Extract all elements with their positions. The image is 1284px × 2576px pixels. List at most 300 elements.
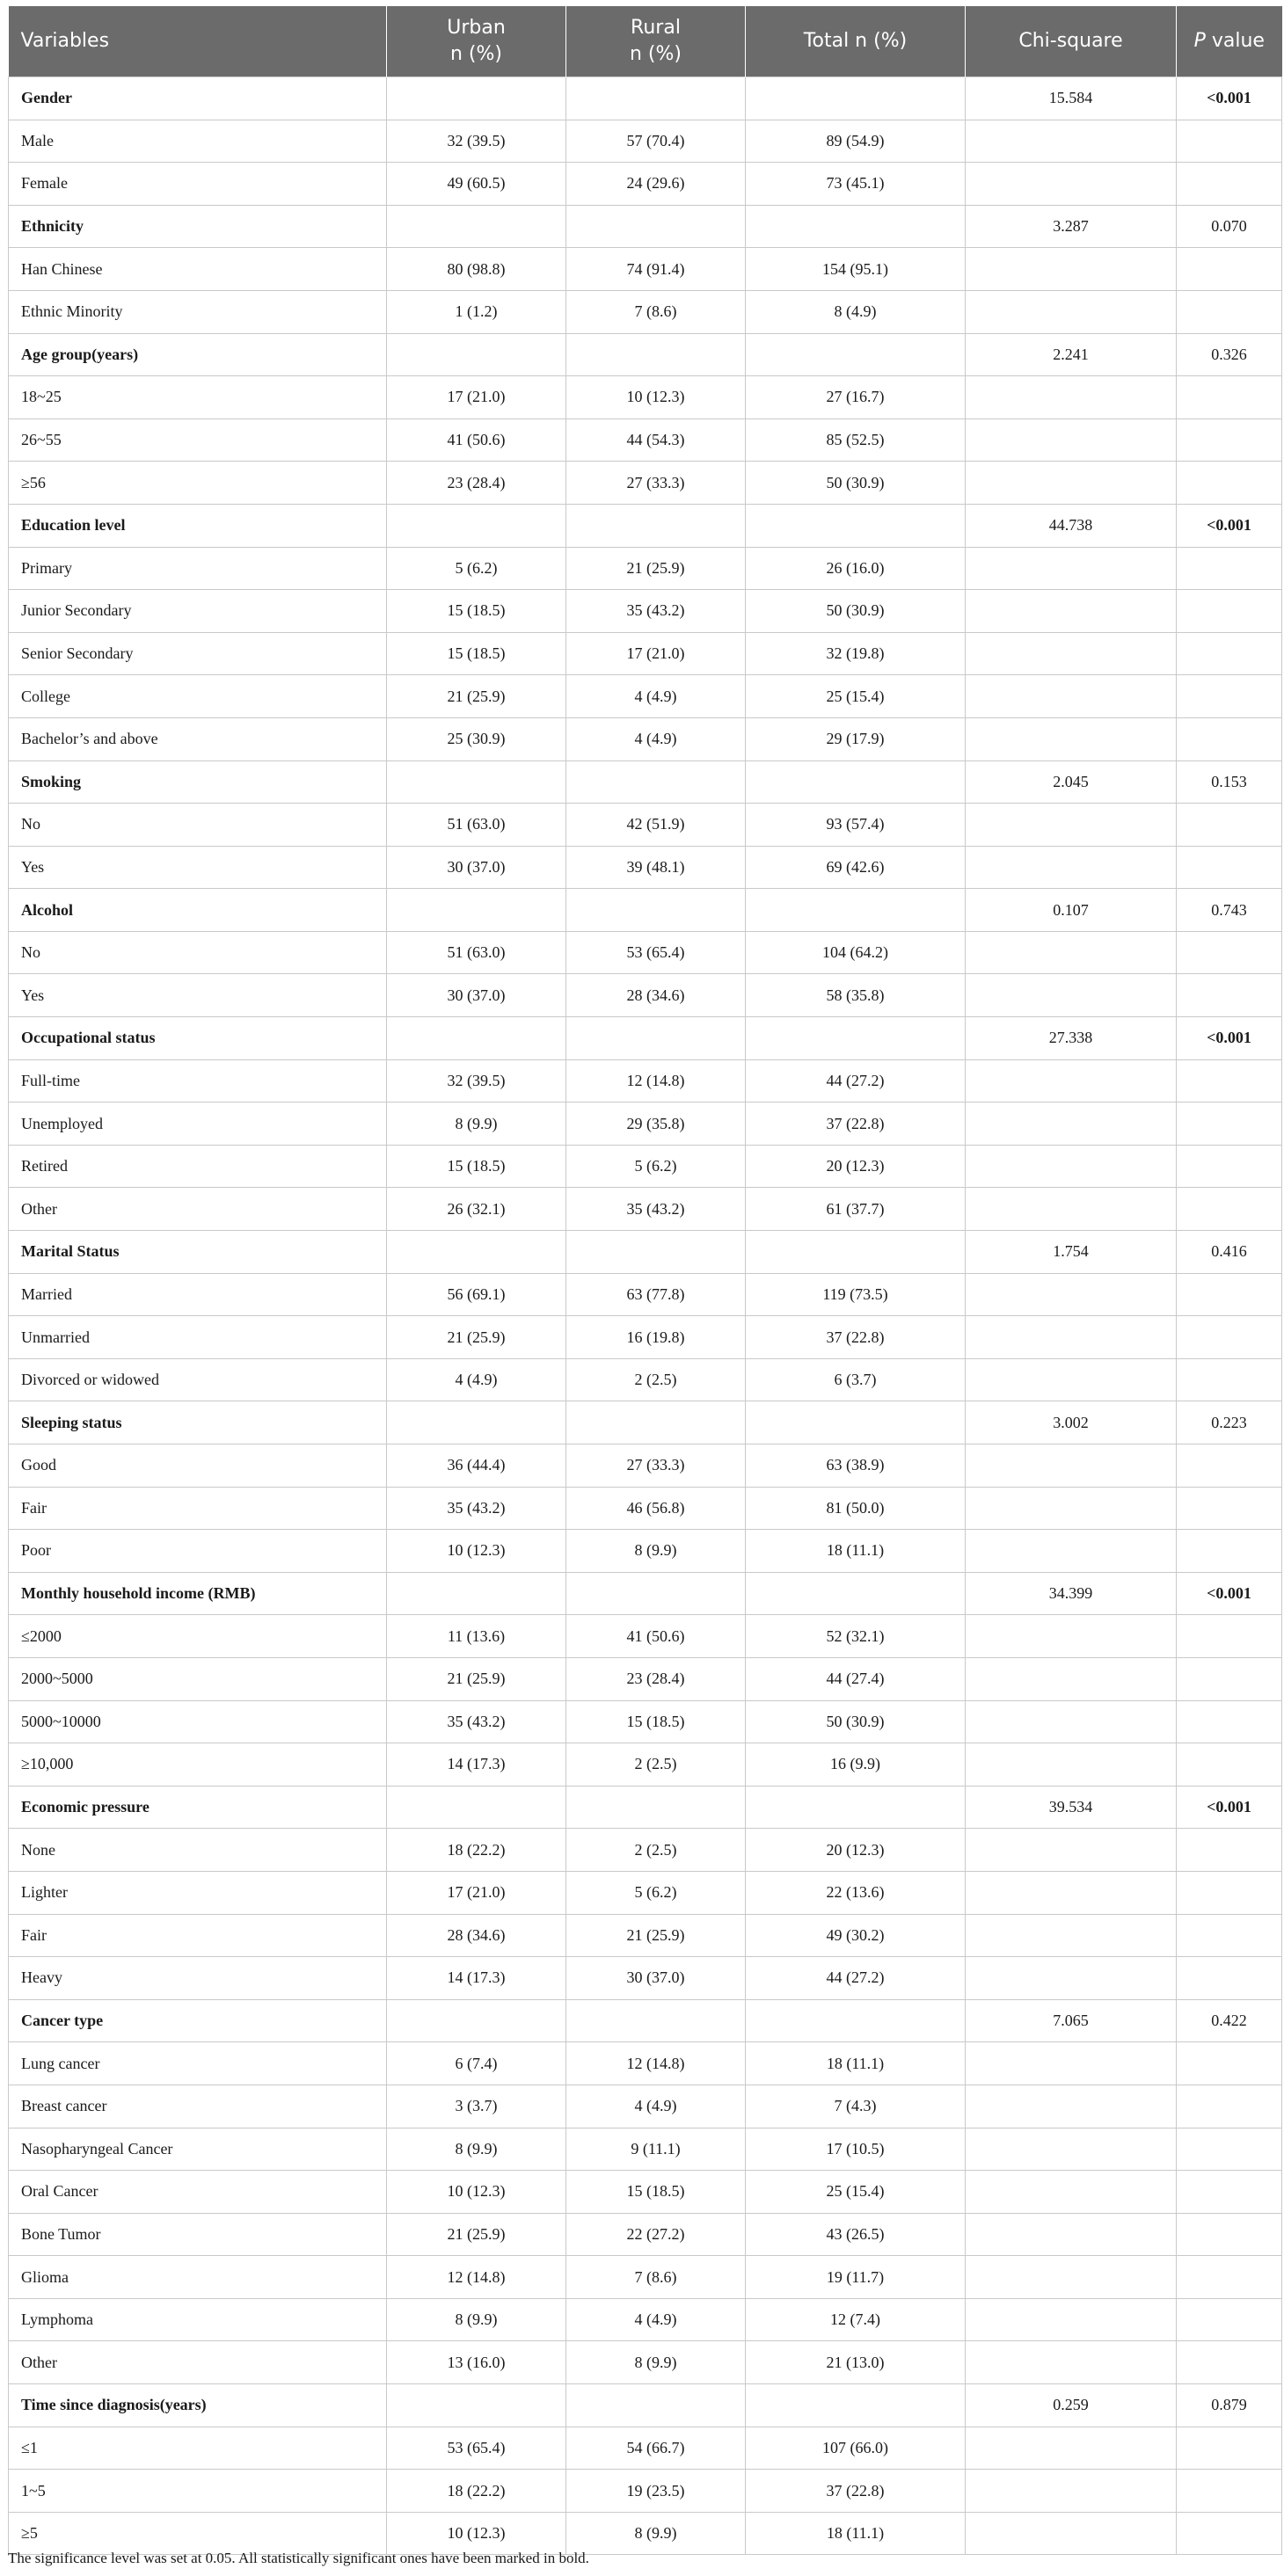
cell-p-value [1177, 1102, 1282, 1146]
cell-chi-square [966, 2085, 1177, 2128]
cell-total: 18 (11.1) [746, 2042, 966, 2085]
cell-p-value: <0.001 [1177, 504, 1282, 547]
cell-chi-square [966, 547, 1177, 590]
cell-urban: 25 (30.9) [387, 717, 566, 760]
cell-variable: Gender [9, 77, 387, 120]
cell-variable: Monthly household income (RMB) [9, 1572, 387, 1615]
cell-variable: Heavy [9, 1957, 387, 2000]
cell-variable: Economic pressure [9, 1786, 387, 1829]
cell-p-value [1177, 1530, 1282, 1573]
cell-chi-square [966, 2341, 1177, 2384]
cell-p-value: <0.001 [1177, 1017, 1282, 1060]
cell-p-value [1177, 1188, 1282, 1231]
header-p-rest: value [1205, 30, 1265, 52]
cell-total: 26 (16.0) [746, 547, 966, 590]
cell-total: 73 (45.1) [746, 163, 966, 206]
cell-chi-square [966, 290, 1177, 333]
table-row [9, 1102, 1282, 1146]
table-group-row [9, 1401, 1282, 1444]
table-row [9, 2470, 1282, 2513]
cell-total [746, 889, 966, 932]
table-row [9, 1914, 1282, 1957]
cell-chi-square [966, 2256, 1177, 2299]
cell-total: 37 (22.8) [746, 1102, 966, 1146]
table-row [9, 1957, 1282, 2000]
cell-p-value [1177, 2128, 1282, 2171]
cell-variable: None [9, 1829, 387, 1872]
cell-rural [566, 1231, 746, 1274]
cell-variable: Married [9, 1273, 387, 1316]
cell-chi-square [966, 1145, 1177, 1188]
cell-total [746, 1786, 966, 1829]
cell-rural: 9 (11.1) [566, 2128, 746, 2171]
cell-total: 44 (27.2) [746, 1059, 966, 1102]
cell-rural: 4 (4.9) [566, 675, 746, 718]
cell-variable: Poor [9, 1530, 387, 1573]
cell-chi-square: 7.065 [966, 1999, 1177, 2042]
header-variables-label: Variables [20, 30, 110, 52]
header-chi-square [966, 6, 1177, 77]
cell-variable: Unemployed [9, 1102, 387, 1146]
cell-total: 58 (35.8) [746, 974, 966, 1017]
table-row [9, 2298, 1282, 2341]
cell-p-value: 0.223 [1177, 1401, 1282, 1444]
cell-p-value [1177, 590, 1282, 633]
cell-variable: Lymphoma [9, 2298, 387, 2341]
cell-rural [566, 77, 746, 120]
cell-urban [387, 1231, 566, 1274]
cell-p-value: 0.879 [1177, 2384, 1282, 2427]
header-total [746, 6, 966, 77]
cell-rural [566, 333, 746, 376]
cell-p-value [1177, 462, 1282, 505]
cell-total: 12 (7.4) [746, 2298, 966, 2341]
cell-total: 69 (42.6) [746, 846, 966, 889]
cell-rural [566, 504, 746, 547]
cell-p-value [1177, 1273, 1282, 1316]
cell-chi-square: 1.754 [966, 1231, 1177, 1274]
table-container [8, 6, 1281, 2555]
table-row [9, 717, 1282, 760]
cell-urban: 35 (43.2) [387, 1700, 566, 1743]
cell-total: 50 (30.9) [746, 1700, 966, 1743]
cell-variable: Junior Secondary [9, 590, 387, 633]
table-row [9, 804, 1282, 847]
data-table [8, 6, 1282, 2555]
cell-rural: 8 (9.9) [566, 2341, 746, 2384]
cell-variable: Marital Status [9, 1231, 387, 1274]
cell-p-value [1177, 1487, 1282, 1530]
cell-variable: Ethnicity [9, 205, 387, 248]
cell-variable: ≥10,000 [9, 1743, 387, 1786]
cell-total: 50 (30.9) [746, 462, 966, 505]
table-row [9, 1829, 1282, 1872]
cell-rural: 17 (21.0) [566, 632, 746, 675]
table-group-row [9, 889, 1282, 932]
cell-p-value [1177, 376, 1282, 419]
cell-rural [566, 1999, 746, 2042]
table-row [9, 290, 1282, 333]
cell-urban [387, 889, 566, 932]
cell-rural: 27 (33.3) [566, 1444, 746, 1488]
cell-chi-square [966, 717, 1177, 760]
header-rural-line1: Rural [631, 17, 681, 39]
cell-p-value [1177, 1444, 1282, 1488]
table-row [9, 2341, 1282, 2384]
cell-total: 25 (15.4) [746, 675, 966, 718]
cell-variable: ≤1 [9, 2427, 387, 2470]
cell-rural: 8 (9.9) [566, 2512, 746, 2555]
table-row [9, 2427, 1282, 2470]
table-group-row [9, 1231, 1282, 1274]
cell-p-value [1177, 2341, 1282, 2384]
cell-total: 61 (37.7) [746, 1188, 966, 1231]
cell-chi-square [966, 2042, 1177, 2085]
cell-total [746, 77, 966, 120]
cell-p-value [1177, 1957, 1282, 2000]
cell-chi-square: 39.534 [966, 1786, 1177, 1829]
cell-chi-square [966, 675, 1177, 718]
cell-p-value: 0.416 [1177, 1231, 1282, 1274]
table-group-row [9, 205, 1282, 248]
cell-total: 25 (15.4) [746, 2171, 966, 2214]
cell-urban: 21 (25.9) [387, 2213, 566, 2256]
cell-rural: 19 (23.5) [566, 2470, 746, 2513]
cell-variable: Bone Tumor [9, 2213, 387, 2256]
table-footnote: The significance level was set at 0.05. All statistically significant ones have been marked in bold. [8, 2550, 589, 2566]
cell-chi-square: 3.002 [966, 1401, 1177, 1444]
cell-total [746, 1231, 966, 1274]
cell-total: 43 (26.5) [746, 2213, 966, 2256]
cell-chi-square [966, 1657, 1177, 1700]
cell-rural: 57 (70.4) [566, 120, 746, 163]
cell-total: 44 (27.2) [746, 1957, 966, 2000]
cell-total: 6 (3.7) [746, 1358, 966, 1401]
cell-chi-square [966, 418, 1177, 462]
cell-p-value [1177, 418, 1282, 462]
table-group-row [9, 333, 1282, 376]
cell-chi-square [966, 1743, 1177, 1786]
cell-chi-square: 0.259 [966, 2384, 1177, 2427]
cell-total: 21 (13.0) [746, 2341, 966, 2384]
cell-urban: 51 (63.0) [387, 931, 566, 974]
table-row [9, 163, 1282, 206]
cell-chi-square [966, 632, 1177, 675]
cell-variable: Good [9, 1444, 387, 1488]
cell-p-value [1177, 1615, 1282, 1658]
cell-urban [387, 504, 566, 547]
cell-chi-square [966, 2171, 1177, 2214]
cell-urban: 17 (21.0) [387, 376, 566, 419]
header-variables [9, 6, 387, 77]
cell-urban [387, 77, 566, 120]
cell-total: 29 (17.9) [746, 717, 966, 760]
cell-chi-square [966, 1957, 1177, 2000]
cell-rural: 12 (14.8) [566, 2042, 746, 2085]
cell-chi-square [966, 1188, 1177, 1231]
cell-rural: 2 (2.5) [566, 1358, 746, 1401]
cell-rural: 30 (37.0) [566, 1957, 746, 2000]
table-header [9, 6, 1282, 77]
cell-urban: 1 (1.2) [387, 290, 566, 333]
cell-urban: 32 (39.5) [387, 120, 566, 163]
cell-p-value [1177, 1657, 1282, 1700]
cell-p-value [1177, 1700, 1282, 1743]
cell-variable: Fair [9, 1487, 387, 1530]
cell-urban: 10 (12.3) [387, 2512, 566, 2555]
table-row [9, 675, 1282, 718]
cell-total: 93 (57.4) [746, 804, 966, 847]
table-group-row [9, 1999, 1282, 2042]
table-row [9, 1743, 1282, 1786]
cell-total: 8 (4.9) [746, 290, 966, 333]
cell-p-value [1177, 675, 1282, 718]
cell-chi-square [966, 120, 1177, 163]
cell-total: 32 (19.8) [746, 632, 966, 675]
header-chi-square-label: Chi-square [1018, 30, 1123, 52]
cell-urban: 35 (43.2) [387, 1487, 566, 1530]
cell-urban: 26 (32.1) [387, 1188, 566, 1231]
cell-variable: Ethnic Minority [9, 290, 387, 333]
cell-chi-square [966, 1829, 1177, 1872]
cell-urban: 41 (50.6) [387, 418, 566, 462]
header-rural-line2: n (%) [629, 43, 682, 65]
cell-rural: 42 (51.9) [566, 804, 746, 847]
cell-rural: 2 (2.5) [566, 1829, 746, 1872]
cell-chi-square: 44.738 [966, 504, 1177, 547]
cell-urban: 80 (98.8) [387, 248, 566, 291]
cell-urban [387, 1401, 566, 1444]
cell-rural: 12 (14.8) [566, 1059, 746, 1102]
header-rural [566, 6, 746, 77]
cell-variable: Sleeping status [9, 1401, 387, 1444]
table-row [9, 2256, 1282, 2299]
cell-p-value [1177, 1059, 1282, 1102]
cell-rural [566, 1786, 746, 1829]
cell-rural: 28 (34.6) [566, 974, 746, 1017]
cell-rural: 63 (77.8) [566, 1273, 746, 1316]
cell-variable: Other [9, 1188, 387, 1231]
table-group-row [9, 77, 1282, 120]
cell-total: 154 (95.1) [746, 248, 966, 291]
cell-urban [387, 333, 566, 376]
table-row [9, 376, 1282, 419]
cell-variable: Retired [9, 1145, 387, 1188]
cell-urban [387, 1999, 566, 2042]
cell-variable: ≤2000 [9, 1615, 387, 1658]
cell-urban: 8 (9.9) [387, 2128, 566, 2171]
cell-rural: 15 (18.5) [566, 1700, 746, 1743]
table-row [9, 590, 1282, 633]
cell-variable: Other [9, 2341, 387, 2384]
cell-urban: 12 (14.8) [387, 2256, 566, 2299]
cell-p-value [1177, 632, 1282, 675]
cell-variable: Female [9, 163, 387, 206]
cell-urban: 14 (17.3) [387, 1743, 566, 1786]
cell-p-value: 0.070 [1177, 205, 1282, 248]
cell-total: 37 (22.8) [746, 2470, 966, 2513]
cell-variable: Divorced or widowed [9, 1358, 387, 1401]
cell-total [746, 760, 966, 804]
cell-variable: Bachelor’s and above [9, 717, 387, 760]
table-row [9, 547, 1282, 590]
table-row [9, 2213, 1282, 2256]
cell-p-value [1177, 120, 1282, 163]
cell-total: 22 (13.6) [746, 1871, 966, 1914]
cell-rural: 5 (6.2) [566, 1871, 746, 1914]
cell-urban: 3 (3.7) [387, 2085, 566, 2128]
cell-p-value [1177, 931, 1282, 974]
table-row [9, 974, 1282, 1017]
cell-chi-square [966, 590, 1177, 633]
table-row [9, 1871, 1282, 1914]
cell-chi-square [966, 1273, 1177, 1316]
header-total-label: Total n (%) [803, 30, 908, 52]
cell-total: 37 (22.8) [746, 1316, 966, 1359]
table-row [9, 1059, 1282, 1102]
cell-p-value: 0.743 [1177, 889, 1282, 932]
cell-variable: Unmarried [9, 1316, 387, 1359]
table-row [9, 1444, 1282, 1488]
cell-p-value [1177, 804, 1282, 847]
cell-chi-square [966, 1059, 1177, 1102]
cell-p-value: 0.326 [1177, 333, 1282, 376]
cell-rural: 15 (18.5) [566, 2171, 746, 2214]
cell-chi-square [966, 1914, 1177, 1957]
cell-total: 27 (16.7) [746, 376, 966, 419]
cell-chi-square [966, 248, 1177, 291]
cell-rural: 46 (56.8) [566, 1487, 746, 1530]
cell-chi-square [966, 2298, 1177, 2341]
table-row [9, 462, 1282, 505]
cell-total [746, 205, 966, 248]
table-row [9, 1700, 1282, 1743]
table-row [9, 1188, 1282, 1231]
cell-rural: 54 (66.7) [566, 2427, 746, 2470]
cell-p-value [1177, 2042, 1282, 2085]
cell-variable: Age group(years) [9, 333, 387, 376]
cell-chi-square [966, 1358, 1177, 1401]
cell-chi-square [966, 1316, 1177, 1359]
cell-variable: Full-time [9, 1059, 387, 1102]
table-group-row [9, 1017, 1282, 1060]
cell-rural: 7 (8.6) [566, 290, 746, 333]
cell-variable: College [9, 675, 387, 718]
cell-urban: 5 (6.2) [387, 547, 566, 590]
cell-total: 20 (12.3) [746, 1145, 966, 1188]
table-row [9, 846, 1282, 889]
cell-variable: Han Chinese [9, 248, 387, 291]
cell-p-value [1177, 163, 1282, 206]
table-group-row [9, 1786, 1282, 1829]
cell-chi-square [966, 2128, 1177, 2171]
cell-rural: 27 (33.3) [566, 462, 746, 505]
cell-total: 85 (52.5) [746, 418, 966, 462]
cell-variable: Male [9, 120, 387, 163]
table-row [9, 1358, 1282, 1401]
table-group-row [9, 760, 1282, 804]
cell-urban [387, 1572, 566, 1615]
cell-p-value [1177, 846, 1282, 889]
cell-rural: 35 (43.2) [566, 1188, 746, 1231]
cell-urban: 28 (34.6) [387, 1914, 566, 1957]
cell-variable: Oral Cancer [9, 2171, 387, 2214]
cell-p-value [1177, 547, 1282, 590]
cell-total [746, 1017, 966, 1060]
cell-variable: Fair [9, 1914, 387, 1957]
cell-chi-square [966, 462, 1177, 505]
table-row [9, 1145, 1282, 1188]
cell-variable: Education level [9, 504, 387, 547]
cell-chi-square [966, 1871, 1177, 1914]
cell-variable: No [9, 804, 387, 847]
cell-total: 63 (38.9) [746, 1444, 966, 1488]
cell-urban: 30 (37.0) [387, 974, 566, 1017]
cell-chi-square [966, 2512, 1177, 2555]
cell-urban: 10 (12.3) [387, 2171, 566, 2214]
cell-variable: Smoking [9, 760, 387, 804]
cell-urban: 10 (12.3) [387, 1530, 566, 1573]
cell-variable: Yes [9, 846, 387, 889]
cell-chi-square: 2.241 [966, 333, 1177, 376]
cell-total [746, 1999, 966, 2042]
cell-rural: 4 (4.9) [566, 2085, 746, 2128]
cell-urban: 36 (44.4) [387, 1444, 566, 1488]
cell-chi-square [966, 163, 1177, 206]
cell-rural: 53 (65.4) [566, 931, 746, 974]
cell-urban: 21 (25.9) [387, 675, 566, 718]
cell-urban: 32 (39.5) [387, 1059, 566, 1102]
cell-urban: 15 (18.5) [387, 590, 566, 633]
cell-p-value [1177, 974, 1282, 1017]
cell-urban: 18 (22.2) [387, 2470, 566, 2513]
cell-p-value [1177, 2171, 1282, 2214]
cell-chi-square [966, 1700, 1177, 1743]
cell-rural: 5 (6.2) [566, 1145, 746, 1188]
table-row [9, 2512, 1282, 2555]
cell-variable: ≥56 [9, 462, 387, 505]
cell-chi-square [966, 2427, 1177, 2470]
cell-chi-square: 15.584 [966, 77, 1177, 120]
cell-rural: 4 (4.9) [566, 2298, 746, 2341]
cell-urban: 18 (22.2) [387, 1829, 566, 1872]
cell-variable: Time since diagnosis(years) [9, 2384, 387, 2427]
cell-rural: 21 (25.9) [566, 1914, 746, 1957]
table-row [9, 1316, 1282, 1359]
cell-total: 44 (27.4) [746, 1657, 966, 1700]
cell-total: 119 (73.5) [746, 1273, 966, 1316]
cell-p-value [1177, 1871, 1282, 1914]
cell-rural [566, 2384, 746, 2427]
cell-p-value [1177, 717, 1282, 760]
cell-urban: 56 (69.1) [387, 1273, 566, 1316]
cell-total: 7 (4.3) [746, 2085, 966, 2128]
cell-total: 18 (11.1) [746, 1530, 966, 1573]
table-row [9, 2042, 1282, 2085]
header-p-italic: P [1193, 30, 1206, 52]
cell-rural: 29 (35.8) [566, 1102, 746, 1146]
table-group-row [9, 2384, 1282, 2427]
header-p-value [1177, 6, 1282, 77]
cell-total: 16 (9.9) [746, 1743, 966, 1786]
cell-variable: Occupational status [9, 1017, 387, 1060]
cell-total [746, 1401, 966, 1444]
cell-variable: Cancer type [9, 1999, 387, 2042]
cell-variable: Senior Secondary [9, 632, 387, 675]
cell-urban: 15 (18.5) [387, 1145, 566, 1188]
cell-total: 20 (12.3) [746, 1829, 966, 1872]
cell-variable: Glioma [9, 2256, 387, 2299]
